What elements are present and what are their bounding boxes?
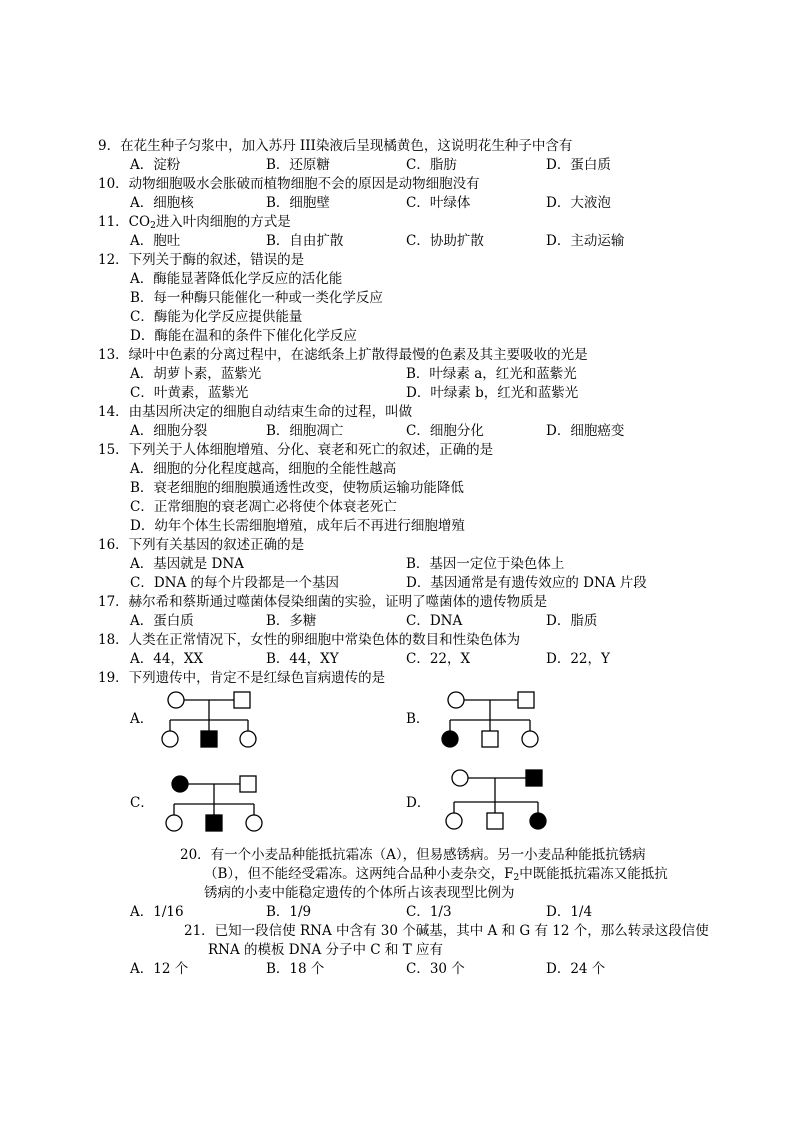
q11-stem-post: 进入叶肉细胞的方式是 — [155, 214, 291, 230]
q19-option-c-label: C． — [130, 795, 154, 811]
q9-option-a: A．淀粉 — [130, 157, 181, 173]
q16-option-b: B．基因一定位于染色体上 — [406, 556, 565, 572]
question-13-stem: 13．绿叶中色素的分离过程中，在滤纸条上扩散得最慢的色素及其主要吸收的光是 — [98, 347, 588, 363]
q20-option-c: C．1/3 — [406, 904, 452, 920]
pedigree-c — [154, 772, 274, 832]
q15-option-b: B．衰老细胞的细胞膜通透性改变，使物质运输功能降低 — [130, 480, 464, 496]
q14-option-d: D．细胞癌变 — [546, 423, 625, 439]
q13-option-c: C．叶黄素，蓝紫光 — [130, 385, 249, 401]
question-9-stem: 9．在花生种子匀浆中，加入苏丹 III染液后呈现橘黄色，这说明花生种子中含有 — [98, 138, 573, 154]
question-12-stem: 12．下列关于酶的叙述，错误的是 — [98, 252, 305, 268]
q20-option-d: D．1/4 — [546, 904, 593, 920]
pedigree-b-mother — [448, 692, 464, 708]
pedigree-c-daughter-2 — [246, 815, 262, 831]
q13-option-d: D．叶绿素 b，红光和蓝紫光 — [406, 385, 579, 401]
pedigree-c-affected-mother — [172, 776, 188, 792]
q11-option-c: C．协助扩散 — [406, 233, 484, 249]
pedigree-a-affected-son — [201, 731, 217, 747]
question-11-stem — [98, 213, 291, 231]
q16-option-a: A．基因就是 DNA — [130, 556, 244, 572]
pedigree-b-father — [518, 692, 534, 708]
pedigree-a-daughter-1 — [162, 731, 178, 747]
q13-option-b: B．叶绿素 a，红光和蓝紫光 — [406, 366, 577, 382]
q18-option-b: B．44，XY — [266, 651, 339, 667]
q21-option-a: A．12 个 — [130, 961, 189, 977]
q17-option-b: B．多糖 — [266, 613, 317, 629]
q20-line2-pre: （B），但不能经受霜冻。这两纯合品种小麦杂交，F — [204, 866, 514, 882]
question-21-line-1: 21．已知一段信使 RNA 中含有 30 个碱基，其中 A 和 G 有 12 个，那么转录这段信使 — [184, 923, 709, 939]
question-20-line-1: 20．有一个小麦品种能抵抗霜冻（A），但易感锈病。另一小麦品种能抵抗锈病 — [180, 847, 646, 863]
q21-option-b: B．18 个 — [266, 961, 325, 977]
question-10-stem: 10．动物细胞吸水会胀破而植物细胞不会的原因是动物细胞没有 — [98, 176, 480, 192]
q11-option-b: B．自由扩散 — [266, 233, 344, 249]
pedigree-b-affected-daughter — [442, 731, 458, 747]
pedigree-c-affected-son — [206, 815, 222, 831]
pedigree-d-son — [487, 813, 503, 829]
pedigree-a-father — [234, 692, 250, 708]
q17-option-a: A．蛋白质 — [130, 613, 194, 629]
q15-option-d: D．幼年个体生长需细胞增殖，成年后不再进行细胞增殖 — [130, 518, 465, 534]
q17-option-d: D．脂质 — [546, 613, 598, 629]
q12-option-c: C．酶能为化学反应提供能量 — [130, 309, 303, 325]
q14-option-c: C．细胞分化 — [406, 423, 484, 439]
pedigree-d — [434, 766, 554, 832]
q16-option-d: D．基因通常是有遗传效应的 DNA 片段 — [406, 575, 647, 591]
q9-option-d: D．蛋白质 — [546, 157, 611, 173]
q12-option-b: B．每一种酶只能催化一种或一类化学反应 — [130, 290, 383, 306]
pedigree-d-affected-daughter — [530, 813, 546, 829]
q10-option-d: D．大液泡 — [546, 195, 611, 211]
q10-option-c: C．叶绿体 — [406, 195, 471, 211]
pedigree-c-daughter-1 — [166, 815, 182, 831]
question-17-stem: 17．赫尔希和蔡斯通过噬菌体侵染细菌的实验，证明了噬菌体的遗传物质是 — [98, 594, 548, 610]
q19-option-d-label: D． — [406, 795, 431, 811]
pedigree-b-daughter — [522, 731, 538, 747]
q9-option-b: B．还原糖 — [266, 157, 330, 173]
q13-option-a: A．胡萝卜素，蓝紫光 — [130, 366, 262, 382]
pedigree-a-mother — [168, 692, 184, 708]
pedigree-a-daughter-2 — [240, 731, 256, 747]
question-14-stem: 14．由基因所决定的细胞自动结束生命的过程，叫做 — [98, 404, 413, 420]
question-16-stem: 16．下列有关基因的叙述正确的是 — [98, 537, 305, 553]
q18-option-a: A．44，XX — [130, 651, 204, 667]
q20-option-a: A．1/16 — [130, 904, 184, 920]
question-15-stem: 15．下列关于人体细胞增殖、分化、衰老和死亡的叙述，正确的是 — [98, 442, 494, 458]
q10-option-a: A．细胞核 — [130, 195, 194, 211]
pedigree-d-daughter — [446, 813, 462, 829]
q14-option-b: B．细胞凋亡 — [266, 423, 344, 439]
question-21-line-2: RNA 的模板 DNA 分子中 C 和 T 应有 — [208, 942, 443, 958]
q20-line2-post: 中既能抵抗霜冻又能抵抗 — [519, 866, 668, 882]
q11-stem-sub: 2 — [150, 221, 156, 231]
question-20-line-3: 锈病的小麦中能稳定遗传的个体所占该表现型比例为 — [204, 885, 515, 901]
pedigree-a — [150, 688, 270, 748]
q15-option-a: A．细胞的分化程度越高，细胞的全能性越高 — [130, 461, 397, 477]
q16-option-c: C．DNA 的每个片段都是一个基因 — [130, 575, 340, 591]
q11-option-a: A．胞吐 — [130, 233, 181, 249]
q11-option-d: D．主动运输 — [546, 233, 625, 249]
q18-option-c: C．22，X — [406, 651, 471, 667]
q15-option-c: C．正常细胞的衰老凋亡必将使个体衰老死亡 — [130, 499, 397, 515]
q12-option-a: A．酶能显著降低化学反应的活化能 — [130, 271, 343, 287]
q19-option-a-label: A． — [130, 711, 154, 727]
pedigree-c-father — [240, 776, 256, 792]
q11-stem-pre: 11．CO — [98, 214, 151, 230]
q20-line2-sub: 2 — [513, 873, 520, 883]
q18-option-d: D．22，Y — [546, 651, 610, 667]
pedigree-b-son — [482, 731, 498, 747]
pedigree-d-mother — [452, 770, 468, 786]
q21-option-d: D．24 个 — [546, 961, 606, 977]
pedigree-d-affected-father — [526, 770, 542, 786]
question-20-line-2 — [204, 865, 668, 883]
pedigree-b — [430, 688, 550, 748]
q17-option-c: C．DNA — [406, 613, 463, 629]
q9-option-c: C．脂肪 — [406, 157, 457, 173]
q10-option-b: B．细胞壁 — [266, 195, 330, 211]
q21-option-c: C．30 个 — [406, 961, 465, 977]
question-19-stem: 19．下列遗传中，肯定不是红绿色盲病遗传的是 — [98, 670, 386, 686]
q19-option-b-label: B． — [406, 711, 430, 727]
q12-option-d: D．酶能在温和的条件下催化化学反应 — [130, 328, 357, 344]
q20-option-b: B．1/9 — [266, 904, 312, 920]
question-18-stem: 18．人类在正常情况下，女性的卵细胞中常染色体的数目和性染色体为 — [98, 632, 521, 648]
q14-option-a: A．细胞分裂 — [130, 423, 208, 439]
